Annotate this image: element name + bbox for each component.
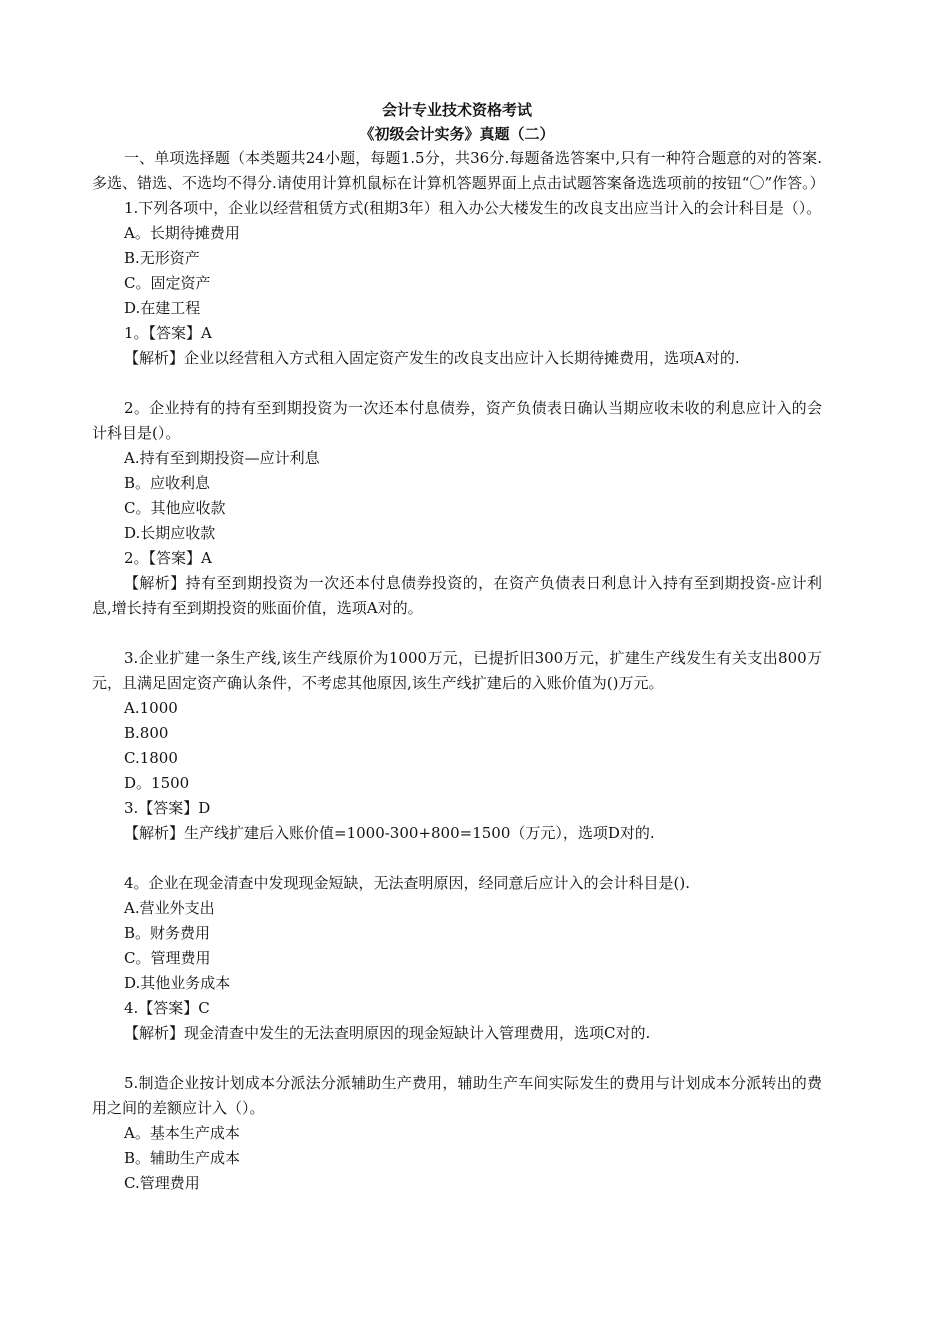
question-3-option-c: C.1800 — [124, 749, 178, 767]
question-1-option-c: C。固定资产 — [124, 274, 211, 292]
question-3-option-d: D。1500 — [124, 774, 190, 792]
question-1-answer: 1。【答案】A — [124, 324, 212, 342]
question-3-answer: 3.【答案】D — [124, 799, 211, 817]
question-4-answer: 4.【答案】C — [124, 999, 210, 1017]
question-2-option-c: C。其他应收款 — [124, 499, 226, 517]
question-4-option-d: D.其他业务成本 — [124, 974, 231, 992]
question-4-option-a: A.营业外支出 — [124, 899, 215, 917]
question-4-option-b: B。财务费用 — [124, 924, 211, 942]
question-5-stem: 5.制造企业按计划成本分派法分派辅助生产费用，辅助生产车间实际发生的费用与计划成本分派转出的费用之间的差额应计入（）。 — [92, 1074, 822, 1117]
document-title: 会计专业技术资格考试 — [381, 101, 532, 119]
spacer — [92, 371, 822, 396]
question-3-analysis: 【解析】生产线扩建后入账价值=1000-300+800=1500（万元），选项D对的. — [124, 824, 655, 842]
spacer — [92, 1046, 822, 1071]
question-1-option-a: A。长期待摊费用 — [124, 224, 240, 242]
question-2-option-b: B。应收利息 — [124, 474, 211, 492]
question-5-option-b: B。辅助生产成本 — [124, 1149, 241, 1167]
question-4-analysis: 【解析】现金清查中发生的无法查明原因的现金短缺计入管理费用，选项C对的. — [124, 1024, 651, 1042]
question-3-option-b: B.800 — [124, 724, 169, 742]
question-3-option-a: A.1000 — [124, 699, 178, 717]
question-3-stem: 3.企业扩建一条生产线,该生产线原价为1000万元，已提折旧300万元，扩建生产线发生有关支出800万元，且满足固定资产确认条件，不考虑其他原因,该生产线扩建后的入账价值为()万元。 — [92, 649, 822, 692]
spacer — [92, 846, 822, 871]
question-1-option-d: D.在建工程 — [124, 299, 201, 317]
question-1-analysis: 【解析】企业以经营租入方式租入固定资产发生的改良支出应计入长期待摊费用，选项A对的. — [124, 349, 740, 367]
question-5-option-a: A。基本生产成本 — [124, 1124, 240, 1142]
question-2-option-d: D.长期应收款 — [124, 524, 216, 542]
question-2-analysis: 【解析】持有至到期投资为一次还本付息债券投资的，在资产负债表日利息计入持有至到期投资-应计利息,增长持有至到期投资的账面价值，选项A对的。 — [92, 574, 822, 617]
question-2-option-a: A.持有至到期投资—应计利息 — [124, 449, 320, 467]
spacer — [92, 621, 822, 646]
question-4-stem: 4。企业在现金清查中发现现金短缺，无法查明原因，经同意后应计入的会计科目是(). — [124, 874, 691, 892]
section-intro: 一、单项选择题（本类题共24小题，每题1.5分，共36分.每题备选答案中,只有一种符合题意的对的答案.多选、错选、不选均不得分.请使用计算机鼠标在计算机答题界面上点击试题答案备选选项前的按钮“〇”作答。） — [92, 149, 825, 192]
question-2-answer: 2。【答案】A — [124, 549, 212, 567]
question-5-option-c: C.管理费用 — [124, 1174, 200, 1192]
question-1-stem: 1.下列各项中，企业以经营租赁方式(租期3年）租入办公大楼发生的改良支出应当计入的会计科目是（）。 — [124, 199, 822, 217]
question-1-option-b: B.无形资产 — [124, 249, 200, 267]
question-2-stem: 2。企业持有的持有至到期投资为一次还本付息债券，资产负债表日确认当期应收未收的利息应计入的会计科目是(）。 — [92, 399, 822, 442]
question-4-option-c: C。管理费用 — [124, 949, 211, 967]
document-subtitle: 《初级会计实务》真题（二） — [359, 125, 555, 143]
